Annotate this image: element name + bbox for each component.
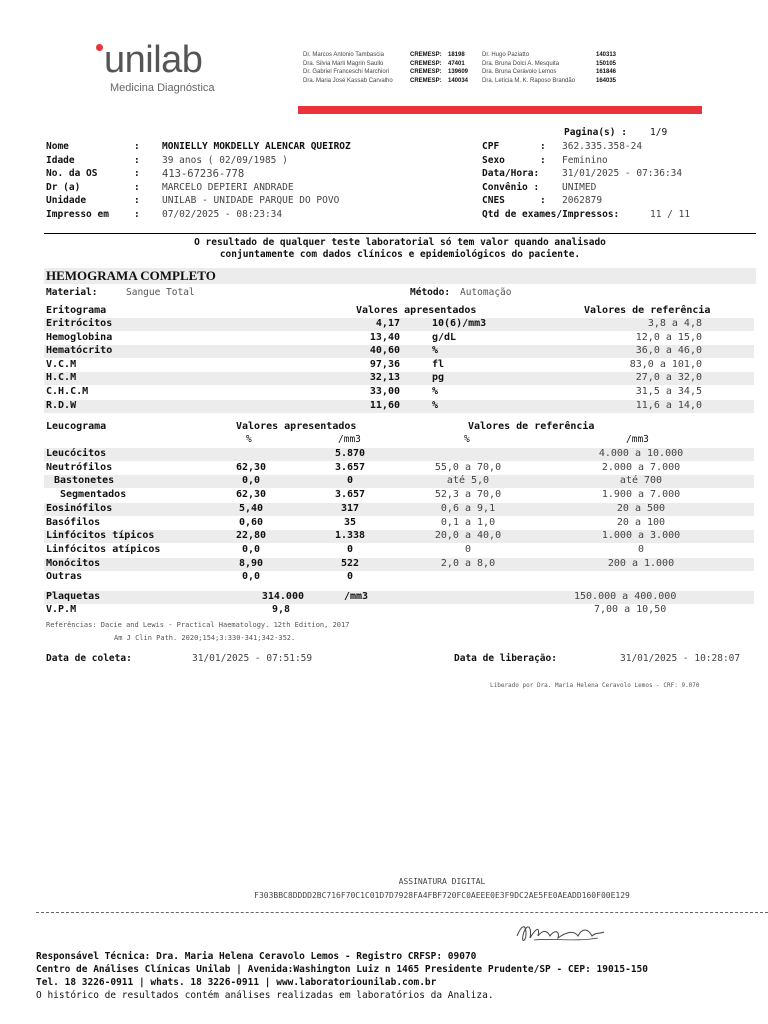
patient-field-value: 31/01/2025 - 07:36:34 [562, 168, 683, 180]
leuco-row-ref-pct: 52,3 a 70,0 [434, 489, 502, 501]
patient-field-label: Qtd de exames/Impressos: [482, 209, 620, 220]
disclaimer-line1: O resultado de qualquer teste laboratorial só tem valor quando analisado [194, 237, 606, 248]
patient-field-sep: : [540, 195, 546, 207]
doctor-reg-number: 140313 [596, 52, 617, 58]
doctor-reg-number: 18198 [448, 52, 465, 58]
leuco-row-pct: 0,0 [241, 475, 261, 487]
vpm-name: V.P.M [46, 604, 77, 615]
leuco-row-abs: 0 [346, 543, 354, 555]
release-value: 31/01/2025 - 10:28:07 [620, 653, 741, 664]
patient-field-value: 2062879 [562, 195, 603, 207]
leuco-row-abs: 317 [340, 502, 360, 514]
doctor-name: Dr. Gabriel Franceschi Marchiori [303, 69, 390, 75]
patient-field-value: MARCELO DEPIERI ANDRADE [162, 181, 294, 193]
eritro-row-value: 40,60 [369, 345, 400, 357]
doctor-reg-number: 140034 [448, 77, 469, 84]
doctor-name: Dr. Hugo Paziatto [482, 52, 530, 58]
leuco-row-pct: 62,30 [235, 489, 267, 501]
doctor-name: Dra. Bruna Cerávolo Lemos [482, 69, 557, 75]
eritro-row-name: Hematócrito [46, 345, 113, 357]
doctor-name: Dra. Letícia M. K. Raposo Brandão [482, 77, 576, 84]
plaquetas-value: 314.000 [261, 591, 304, 602]
leuco-row-ref-abs: 1.900 a 7.000 [601, 489, 681, 501]
leuco-row-abs: 0 [346, 571, 354, 583]
logo-subtitle: Medicina Diagnóstica [110, 82, 215, 94]
leuco-row-abs: 5.870 [334, 448, 366, 459]
leucograma-sub-pct: % [246, 434, 252, 445]
eritro-row-name: V.C.M [46, 358, 77, 370]
patient-field-label: Nome [46, 141, 69, 152]
leucograma-col-ref: Valores de referência [468, 421, 595, 432]
disclaimer-line2: conjuntamente com dados clínicos e epidemiológicos do paciente. [219, 249, 581, 260]
leuco-row-pct: 0,0 [241, 543, 261, 555]
leuco-row-abs: 35 [343, 516, 357, 528]
eritro-row-value: 11,60 [369, 399, 400, 411]
patient-field-value: UNILAB - UNIDADE PARQUE DO POVO [162, 195, 340, 207]
header-accent-bar [298, 106, 702, 114]
patient-field-label: No. da OS [46, 168, 98, 180]
vpm-value: 9,8 [271, 604, 290, 615]
doctor-reg-number: 161846 [596, 69, 617, 75]
leuco-row-ref-abs: 20 a 500 [616, 502, 666, 514]
collection-label: Data de coleta: [46, 653, 132, 664]
patient-field-label: Convênio : [482, 181, 540, 193]
patient-field-sep: : [540, 154, 546, 166]
patient-field-value: UNIMED [562, 181, 597, 193]
eritro-row-name: H.C.M [46, 372, 77, 384]
leuco-row-abs: 3.657 [334, 489, 366, 501]
eritro-row-ref: 36,0 a 46,0 [635, 345, 702, 357]
leucograma-sub-ref-mm3: /mm3 [626, 434, 649, 445]
logo-dot [96, 44, 103, 51]
doctor-reg-label: CREMESP: [410, 77, 442, 84]
footer-line4: O histórico de resultados contém análises realizadas em laboratórios da Analiza. [36, 990, 494, 1001]
patient-field-value: 07/02/2025 - 08:23:34 [162, 209, 283, 220]
leuco-row-ref-abs: 0 [637, 543, 645, 555]
signature-title: ASSINATURA DIGITAL [398, 877, 486, 886]
footer-line1: Responsável Técnica: Dra. Maria Helena Ceravolo Lemos - Registro CRFSP: 09070 [36, 951, 477, 962]
leuco-row-ref-abs: 1.000 a 3.000 [601, 530, 681, 542]
eritro-row-name: C.H.C.M [46, 386, 89, 397]
eritro-row-name: R.D.W [46, 399, 77, 411]
eritro-row-value: 13,40 [369, 331, 400, 343]
leuco-row-name: Outras [46, 571, 83, 583]
leuco-row-pct: 0,60 [238, 516, 264, 528]
leuco-row-ref-abs: 20 a 100 [616, 516, 666, 528]
leuco-row-ref-abs: 2.000 a 7.000 [601, 461, 681, 473]
eritro-row-value: 4,17 [375, 318, 400, 329]
eritro-row-value: 97,36 [369, 358, 400, 370]
eritro-row-ref: 83,0 a 101,0 [629, 358, 702, 370]
patient-field-value: 413-67236-778 [162, 168, 245, 181]
leuco-row-pct: 5,40 [238, 502, 264, 514]
patient-field-value: 39 anos ( 02/09/1985 ) [162, 154, 288, 166]
leuco-row-name: Leucócitos [46, 448, 107, 459]
patient-field-sep: : [540, 141, 546, 152]
eritro-row-unit: % [432, 399, 439, 411]
leucograma-sub-ref-pct: % [464, 434, 470, 445]
doctor-name: Dra. Bruna Dolci A. Mesquita [482, 60, 560, 67]
patient-field-label: Sexo [482, 154, 505, 166]
method-label: Método: [410, 287, 451, 298]
signature-hash: F303BBC8DDDD2BC716F70C1C01D7D7928FA4FBF720FC0AEEE0E3F9DC2AE5FE0AEADD160F00E129 [254, 891, 630, 900]
doctor-reg-number: 150105 [596, 60, 617, 67]
patient-field-label: CPF [482, 141, 500, 152]
leuco-row-ref-abs: até 700 [619, 475, 663, 487]
footer-line2: Centro de Análises Clínicas Unilab | Avenida:Washington Luiz n 1465 Presidente Prudente/SP - CEP: 19015-150 [36, 964, 648, 975]
leuco-row-name: Bastonetes [54, 475, 115, 487]
leuco-row-pct: 62,30 [235, 461, 267, 473]
leucograma-sub-mm3: /mm3 [338, 434, 361, 445]
doctor-reg-number: 47401 [448, 60, 465, 67]
leuco-row-name: Monócitos [46, 557, 101, 569]
patient-field-label: Impresso em [46, 209, 109, 220]
exam-title: HEMOGRAMA COMPLETO [46, 268, 216, 283]
leuco-row-ref-abs: 4.000 a 10.000 [598, 448, 684, 459]
patient-field-label: Dr (a) [46, 181, 81, 193]
leuco-row-abs: 0 [346, 475, 354, 487]
doctor-name: Dra. Silvia Marli Magrin Saullo [303, 60, 384, 67]
doctor-reg-number: 139609 [448, 69, 469, 75]
page-label: Pagina(s) : [564, 127, 627, 138]
leuco-row-name: Neutrófilos [46, 461, 113, 473]
references-line2: Am J Clin Path. 2020;154;3:330-341;342-352. [114, 634, 296, 642]
released-by: Liberado por Dra. Maria Helena Ceravolo Lemos - CRF: 9.070 [490, 682, 700, 689]
eritro-row-ref: 3,8 a 4,8 [647, 318, 702, 329]
doctor-reg-label: CREMESP: [410, 60, 442, 67]
patient-field-sep: : [134, 209, 140, 220]
patient-field-sep: : [134, 168, 140, 180]
doctor-reg-label: CREMESP: [410, 52, 442, 58]
patient-field-sep: : [134, 141, 140, 152]
leuco-row-ref-pct: 0 [464, 543, 472, 555]
release-label: Data de liberação: [454, 653, 557, 664]
plaquetas-name: Plaquetas [46, 591, 101, 602]
page-value: 1/9 [650, 127, 668, 138]
doctor-reg-number: 164035 [596, 77, 617, 84]
patient-field-value: MONIELLY MOKDELLY ALENCAR QUEIROZ [162, 141, 351, 152]
divider [44, 233, 756, 234]
patient-field-label: Idade [46, 154, 75, 166]
eritro-row-name: Hemoglobina [46, 331, 113, 343]
leuco-row-ref-pct: 55,0 a 70,0 [434, 461, 502, 473]
leuco-row-ref-pct: 20,0 a 40,0 [434, 530, 502, 542]
method-value: Automação [460, 287, 512, 298]
signature-divider [36, 912, 768, 913]
patient-field-label: Data/Hora: [482, 168, 540, 180]
eritro-row-ref: 31,5 a 34,5 [635, 386, 702, 397]
leucograma-header: Leucograma [46, 421, 107, 432]
patient-field-value: Feminino [562, 154, 608, 166]
eritro-row-ref: 11,6 a 14,0 [635, 399, 702, 411]
material-value: Sangue Total [126, 287, 195, 298]
eritro-row-value: 33,00 [369, 386, 400, 397]
plaquetas-ref: 150.000 a 400.000 [574, 591, 677, 602]
doctor-name: Dra. Maria José Kassab Carvalho [303, 77, 393, 84]
footer-line3: Tel. 18 3226-0911 | whats. 18 3226-0911 | www.laboratoriounilab.com.br [36, 977, 437, 988]
leuco-row-abs: 3.657 [334, 461, 366, 473]
leuco-row-abs: 1.338 [334, 530, 366, 542]
eritro-row-ref: 27,0 a 32,0 [635, 372, 702, 384]
eritro-row-ref: 12,0 a 15,0 [635, 331, 702, 343]
eritro-row-unit: g/dL [432, 331, 457, 343]
leuco-row-name: Segmentados [60, 489, 127, 501]
leuco-row-name: Linfócitos atípicos [46, 543, 161, 555]
patient-field-sep: : [134, 154, 140, 166]
leuco-row-name: Basófilos [46, 516, 101, 528]
leuco-row-abs: 522 [340, 557, 360, 569]
patient-field-label: CNES [482, 195, 505, 207]
leuco-row-ref-pct: 0,1 a 1,0 [440, 516, 496, 528]
eritro-row-unit: fl [432, 358, 445, 370]
eritro-row-name: Eritrócitos [46, 318, 113, 329]
eritro-row-unit: 10(6)/mm3 [432, 318, 487, 329]
eritro-row-unit: pg [432, 372, 445, 384]
leuco-row-ref-abs: 200 a 1.000 [607, 557, 675, 569]
doctor-reg-label: CREMESP: [410, 69, 442, 75]
leuco-row-name: Linfócitos típicos [46, 530, 155, 542]
collection-value: 31/01/2025 - 07:51:59 [192, 653, 313, 664]
eritrograma-col-ref: Valores de referência [584, 305, 711, 316]
leuco-row-ref-pct: 2,0 a 8,0 [440, 557, 496, 569]
leuco-row-ref-pct: 0,6 a 9,1 [440, 502, 496, 514]
eritro-row-value: 32,13 [369, 372, 400, 384]
references-line1: Referências: Dacie and Lewis - Practical Haematology. 12th Edition, 2017 [46, 621, 350, 629]
material-label: Material: [46, 287, 98, 298]
vpm-ref: 7,00 a 10,50 [594, 604, 667, 615]
leuco-row-pct: 22,80 [235, 530, 267, 542]
eritro-row-unit: % [432, 345, 439, 357]
eritro-row-unit: % [432, 386, 439, 397]
plaquetas-unit: /mm3 [344, 591, 369, 602]
patient-field-sep: : [134, 181, 140, 193]
leuco-row-ref-pct: até 5,0 [446, 475, 490, 487]
eritrograma-header: Eritograma [46, 305, 107, 316]
doctor-name: Dr. Marcos Antonio Tambascia [303, 52, 384, 58]
patient-field-sep: : [134, 195, 140, 207]
patient-field-value: 11 / 11 [650, 209, 691, 220]
leuco-row-name: Eosinófilos [46, 502, 113, 514]
patient-field-value: 362.335.358-24 [562, 141, 643, 152]
logo-text: unilab [104, 39, 203, 81]
eritrograma-col-values: Valores apresentados [356, 305, 477, 316]
leuco-row-pct: 8,90 [238, 557, 264, 569]
patient-field-label: Unidade [46, 195, 87, 207]
leucograma-col-values: Valores apresentados [236, 421, 357, 432]
handwritten-signature [514, 918, 606, 948]
leuco-row-pct: 0,0 [241, 571, 261, 583]
